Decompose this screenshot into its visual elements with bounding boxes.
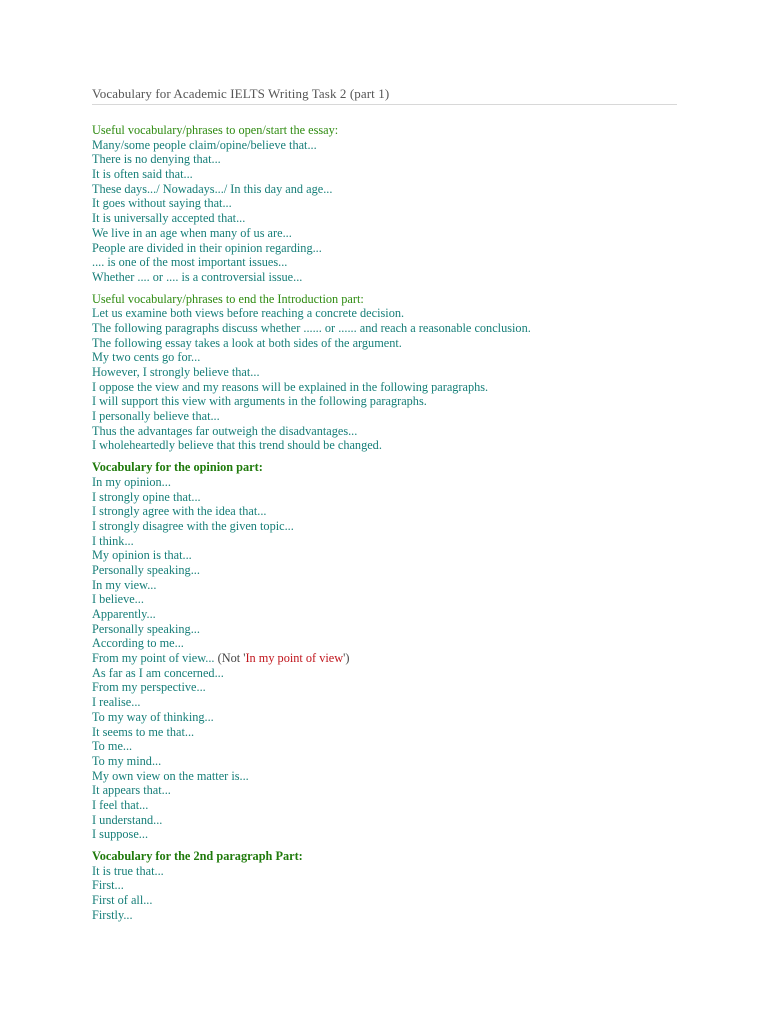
- phrase-item: I feel that...: [92, 797, 149, 812]
- phrase-item: I wholeheartedly believe that this trend should be changed.: [92, 438, 382, 453]
- phrase-item: We live in an age when many of us are...: [92, 225, 292, 240]
- phrase-item: To me...: [92, 739, 133, 754]
- section-heading: Useful vocabulary/phrases to end the Introduction part:: [92, 291, 364, 306]
- phrase-item: I personally believe that...: [92, 409, 220, 424]
- note-close: '): [343, 651, 350, 666]
- phrase-item: I realise...: [92, 695, 141, 710]
- phrase-item: To my mind...: [92, 753, 162, 768]
- phrase-item: The following paragraphs discuss whether ...... or ...... and reach a reasonable conclusion.: [92, 320, 531, 335]
- phrase-item: It is true that...: [92, 863, 164, 878]
- note-quote: In my point of view: [245, 651, 344, 666]
- section-heading: Useful vocabulary/phrases to open/start the essay:: [92, 123, 339, 137]
- phrase-item: It goes without saying that...: [92, 196, 232, 211]
- usage-note: [218, 651, 350, 665]
- phrase-item: It seems to me that...: [92, 724, 195, 739]
- section-second-paragraph: [92, 849, 692, 922]
- phrase-item: The following essay takes a look at both sides of the argument.: [92, 335, 402, 350]
- phrase-item: In my view...: [92, 577, 157, 592]
- phrase-item: My own view on the matter is...: [92, 768, 249, 783]
- section-heading: Vocabulary for the 2nd paragraph Part:: [92, 849, 303, 863]
- phrase-item: In my opinion...: [92, 474, 171, 489]
- note-open: (Not ': [217, 651, 246, 666]
- phrase-item: It is universally accepted that...: [92, 211, 246, 226]
- phrase-item: Personally speaking...: [92, 621, 200, 636]
- phrase-item: I oppose the view and my reasons will be explained in the following paragraphs.: [92, 379, 489, 394]
- phrase-item: People are divided in their opinion regarding...: [92, 240, 322, 255]
- section-end-introduction: [92, 292, 692, 454]
- phrase-item: According to me...: [92, 636, 184, 651]
- section-opinion: [92, 460, 692, 842]
- phrase-item: These days.../ Nowadays.../ In this day and age...: [92, 181, 333, 196]
- phrase-item: To my way of thinking...: [92, 709, 214, 724]
- phrase-item: I think...: [92, 533, 134, 548]
- phrase-item: Let us examine both views before reaching a concrete decision.: [92, 306, 405, 321]
- phrase-item: I strongly opine that...: [92, 489, 201, 504]
- phrase-item: I strongly agree with the idea that...: [92, 504, 267, 519]
- phrase-item: Whether .... or .... is a controversial issue...: [92, 269, 303, 284]
- phrase-item: I understand...: [92, 812, 163, 827]
- phrase-item: .... is one of the most important issues...: [92, 255, 288, 270]
- phrase-item: From my perspective...: [92, 680, 206, 695]
- phrase-item: I will support this view with arguments in the following paragraphs.: [92, 394, 427, 409]
- phrase-list: [92, 138, 692, 285]
- phrase-item: It is often said that...: [92, 167, 193, 182]
- document-title: Vocabulary for Academic IELTS Writing Task 2 (part 1): [92, 86, 390, 101]
- title-divider: [92, 104, 677, 105]
- phrase-item: Firstly...: [92, 907, 133, 922]
- phrase-item: My two cents go for...: [92, 350, 201, 365]
- section-open-essay: [92, 123, 692, 285]
- phrase-list: [92, 864, 692, 923]
- phrase-item: Many/some people claim/opine/believe that...: [92, 137, 317, 152]
- phrase-item: I believe...: [92, 592, 144, 607]
- phrase-item: I strongly disagree with the given topic...: [92, 518, 294, 533]
- phrase-list: [92, 306, 692, 453]
- phrase-item: First of all...: [92, 893, 153, 908]
- phrase-item: It appears that...: [92, 783, 171, 798]
- phrase-item: First...: [92, 878, 124, 893]
- phrase-text: From my point of view...: [92, 651, 215, 666]
- phrase-list: [92, 475, 692, 842]
- phrase-item: Thus the advantages far outweigh the disadvantages...: [92, 423, 358, 438]
- phrase-item: Personally speaking...: [92, 562, 200, 577]
- phrase-item: Apparently...: [92, 607, 156, 621]
- phrase-item: There is no denying that...: [92, 152, 221, 167]
- phrase-item: My opinion is that...: [92, 548, 192, 563]
- phrase-item: However, I strongly believe that...: [92, 365, 260, 379]
- document-body: [92, 123, 692, 922]
- phrase-item: I suppose...: [92, 827, 149, 842]
- section-heading: Vocabulary for the opinion part:: [92, 460, 263, 475]
- phrase-item-with-note: [92, 651, 692, 666]
- phrase-item: As far as I am concerned...: [92, 665, 224, 680]
